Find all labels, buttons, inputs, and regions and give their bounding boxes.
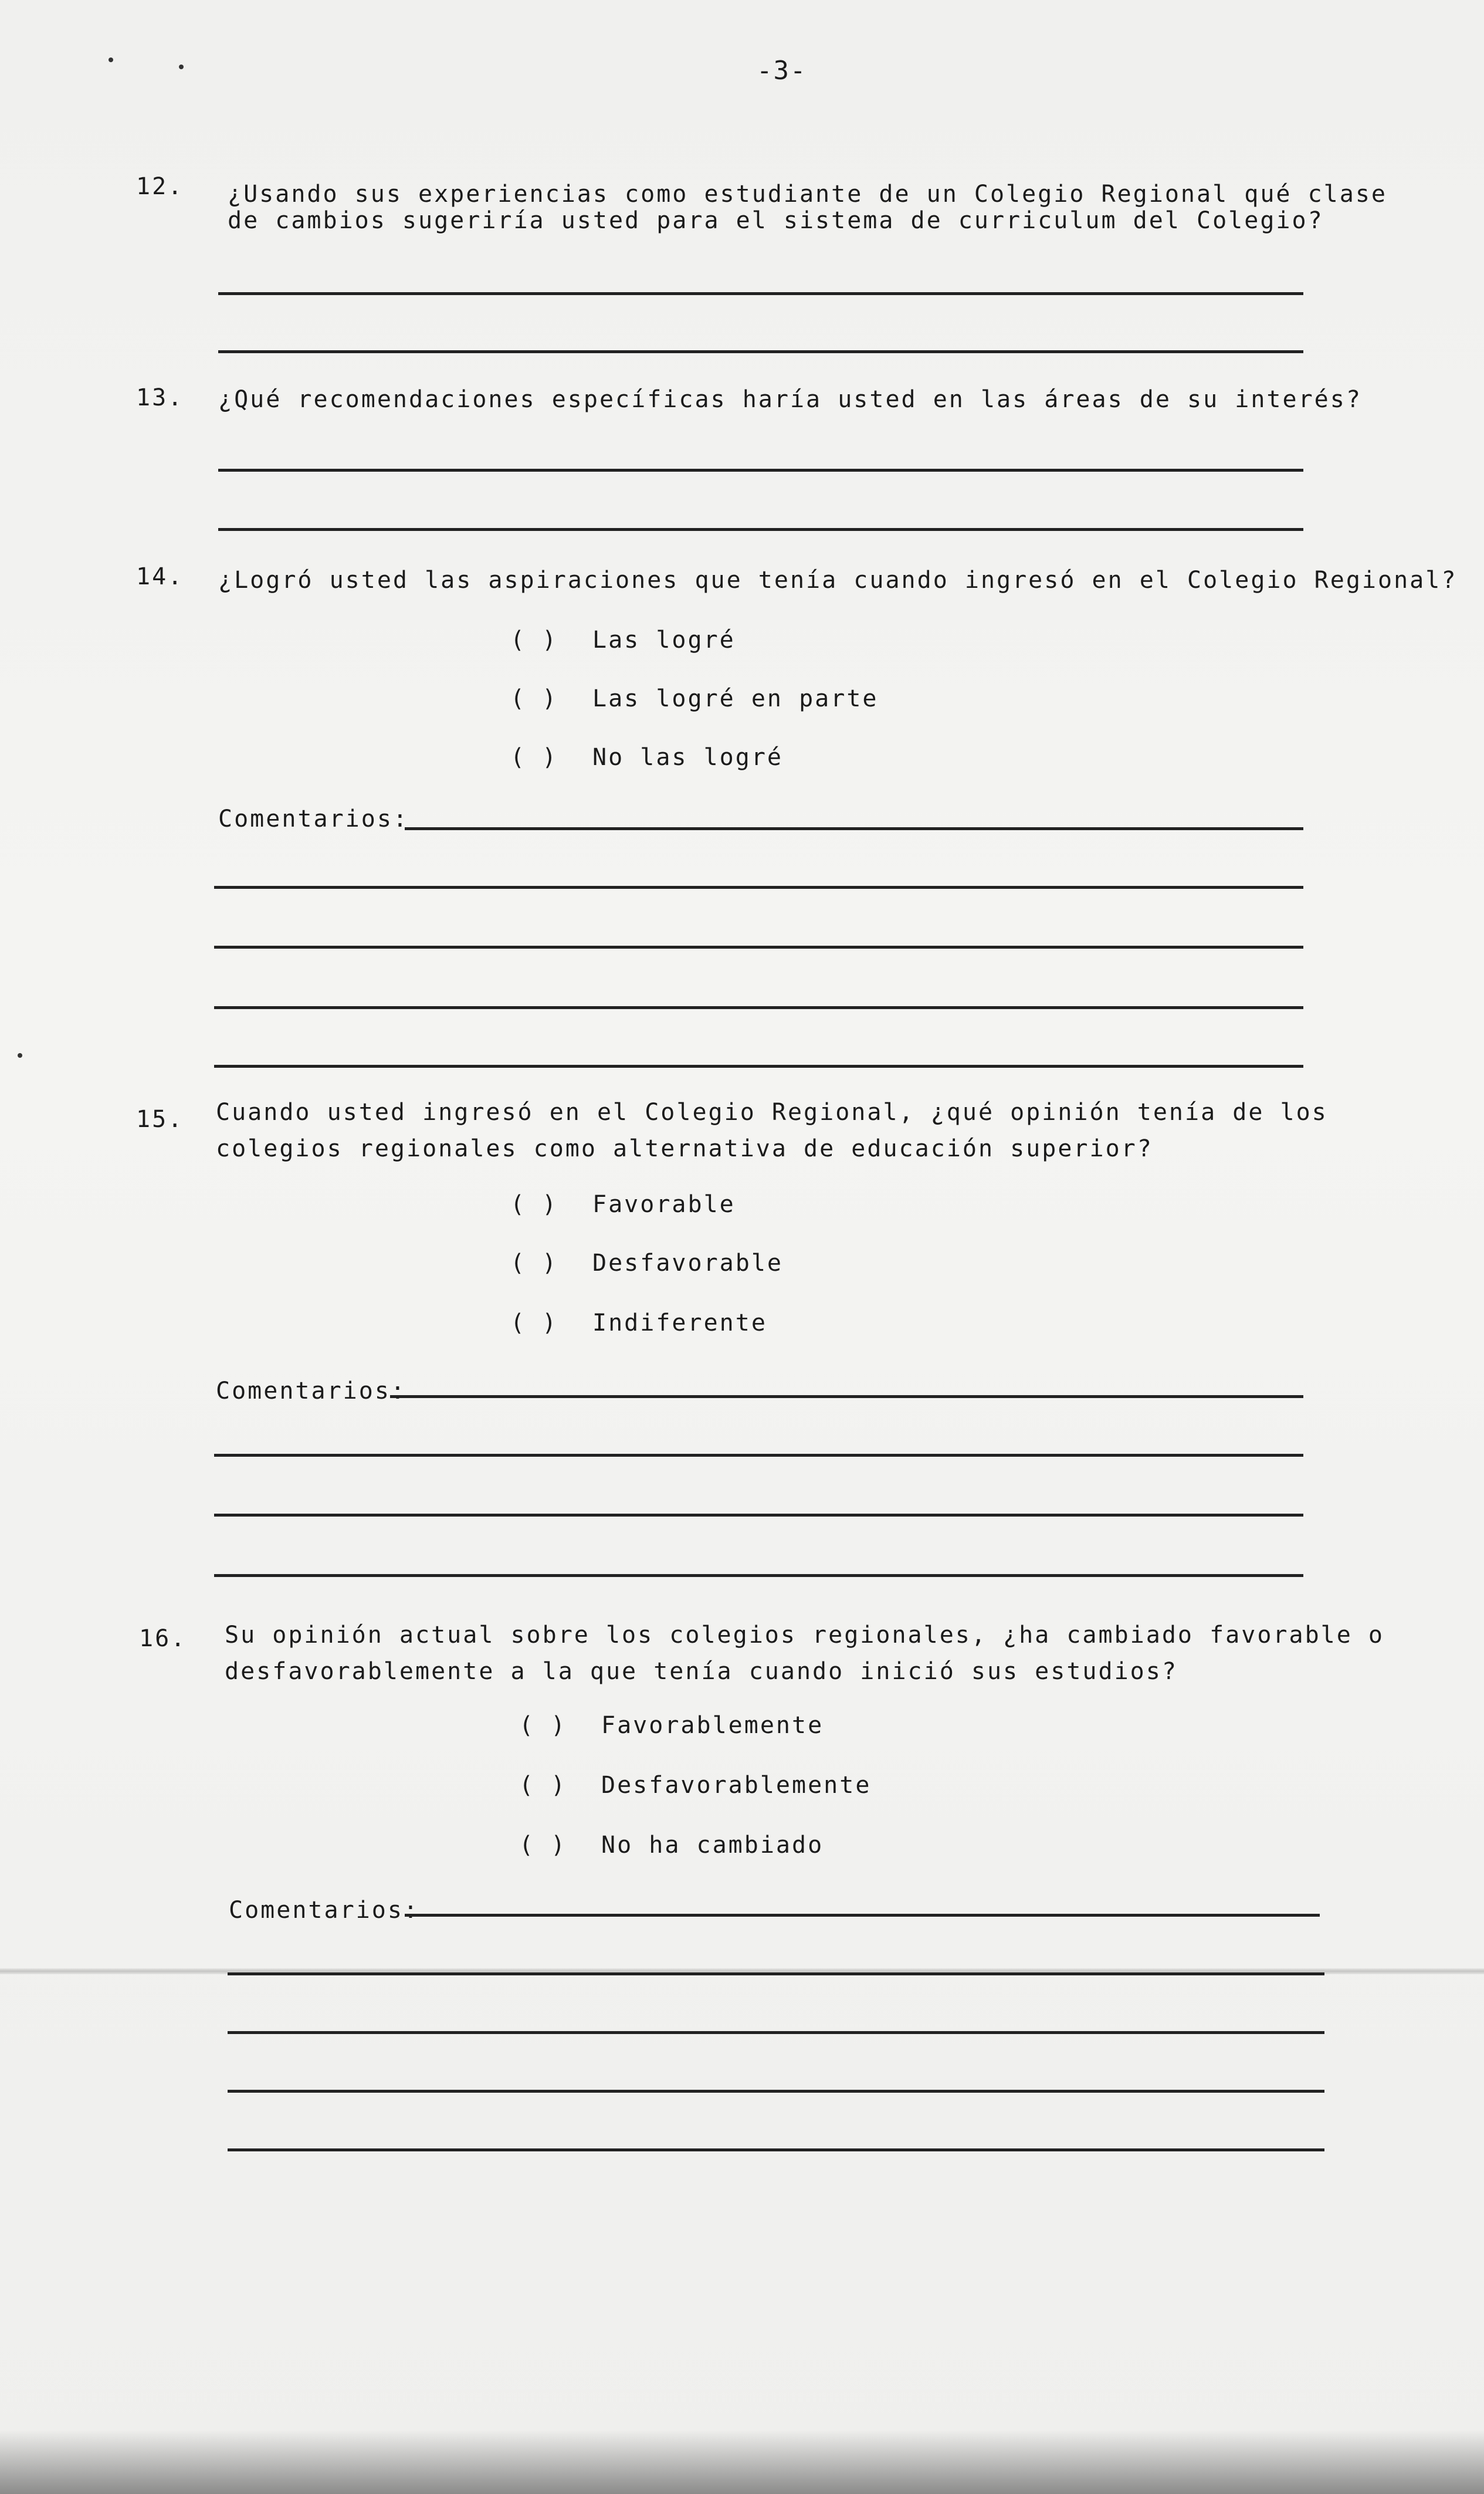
paper-fold-crease (0, 1968, 1484, 1974)
question-14-number: 14. (136, 563, 184, 590)
question-14-option-1[interactable] (510, 627, 736, 654)
question-15-comment-line-4[interactable] (214, 1574, 1303, 1577)
question-14-option-3[interactable] (510, 744, 783, 771)
question-14-comment-line-5[interactable] (214, 1065, 1303, 1068)
checkbox-icon[interactable]: ( ) (510, 627, 558, 654)
checkbox-icon[interactable]: ( ) (519, 1832, 567, 1859)
question-14-comment-line-1[interactable] (405, 827, 1303, 830)
question-13-answer-line-1[interactable] (218, 469, 1303, 472)
option-label: Las logré en parte (592, 685, 879, 712)
question-13-text-line-1: ¿Qué recomendaciones específicas haría usted en las áreas de su interés? (218, 386, 1362, 413)
question-15-comment-label: Comentarios: (216, 1378, 406, 1405)
question-14-comment-line-4[interactable] (214, 1006, 1303, 1009)
checkbox-icon[interactable]: ( ) (510, 1250, 558, 1277)
checkbox-icon[interactable]: ( ) (510, 685, 558, 712)
question-15-comment-line-2[interactable] (214, 1454, 1303, 1457)
question-14-text-line-1: ¿Logró usted las aspiraciones que tenía cuando ingresó en el Colegio Regional? (218, 567, 1458, 594)
option-label: Favorable (592, 1191, 736, 1218)
option-label: Favorablemente (601, 1712, 824, 1739)
question-13-number: 13. (136, 384, 184, 411)
question-15-text-line-2: colegios regionales como alternativa de educación superior? (216, 1135, 1153, 1162)
question-15-option-3[interactable] (510, 1309, 767, 1336)
question-16-text-line-2: desfavorablemente a la que tenía cuando inició sus estudios? (225, 1658, 1178, 1685)
question-16-comment-line-1[interactable] (405, 1914, 1320, 1917)
checkbox-icon[interactable]: ( ) (519, 1772, 567, 1799)
question-15-option-2[interactable] (510, 1250, 783, 1277)
question-14-comment-label: Comentarios: (218, 806, 409, 833)
question-12-text-line-1: ¿Usando sus experiencias como estudiante de un Colegio Regional qué clase (228, 181, 1387, 208)
option-label: Indiferente (592, 1309, 767, 1336)
question-12-answer-line-2[interactable] (218, 350, 1303, 353)
ink-speck (109, 57, 113, 62)
question-15-number: 15. (136, 1106, 184, 1133)
question-16-comment-line-4[interactable] (228, 2090, 1324, 2093)
question-16-option-1[interactable] (519, 1712, 824, 1739)
question-12-number: 12. (136, 173, 184, 200)
question-15-comment-line-1[interactable] (390, 1395, 1303, 1398)
question-16-comment-line-3[interactable] (228, 2031, 1324, 2034)
ink-speck (18, 1053, 22, 1058)
question-16-text-line-1: Su opinión actual sobre los colegios regionales, ¿ha cambiado favorable o (225, 1622, 1384, 1649)
question-12-text-line-2: de cambios sugeriría usted para el sistema de curriculum del Colegio? (228, 207, 1324, 234)
ink-speck (179, 65, 184, 69)
page-edge-shadow (0, 2429, 1484, 2494)
option-label: Desfavorablemente (601, 1772, 872, 1799)
question-14-option-2[interactable] (510, 685, 878, 712)
question-15-text-line-1: Cuando usted ingresó en el Colegio Regional, ¿qué opinión tenía de los (216, 1099, 1328, 1126)
question-15-comment-line-3[interactable] (214, 1514, 1303, 1517)
option-label: No las logré (592, 744, 783, 771)
question-14-comment-line-3[interactable] (214, 946, 1303, 949)
question-16-option-2[interactable] (519, 1772, 871, 1799)
question-13-answer-line-2[interactable] (218, 528, 1303, 531)
checkbox-icon[interactable]: ( ) (510, 744, 558, 771)
question-16-option-3[interactable] (519, 1832, 824, 1859)
question-12-answer-line-1[interactable] (218, 292, 1303, 295)
checkbox-icon[interactable]: ( ) (519, 1712, 567, 1739)
question-16-comment-line-5[interactable] (228, 2148, 1324, 2151)
checkbox-icon[interactable]: ( ) (510, 1191, 558, 1218)
option-label: Desfavorable (592, 1250, 783, 1277)
option-label: Las logré (592, 627, 736, 654)
page-number: -3- (757, 56, 807, 86)
checkbox-icon[interactable]: ( ) (510, 1309, 558, 1336)
question-16-comment-label: Comentarios: (229, 1897, 419, 1924)
option-label: No ha cambiado (601, 1832, 824, 1859)
question-15-option-1[interactable] (510, 1191, 736, 1218)
question-14-comment-line-2[interactable] (214, 886, 1303, 889)
question-16-number: 16. (139, 1625, 187, 1652)
